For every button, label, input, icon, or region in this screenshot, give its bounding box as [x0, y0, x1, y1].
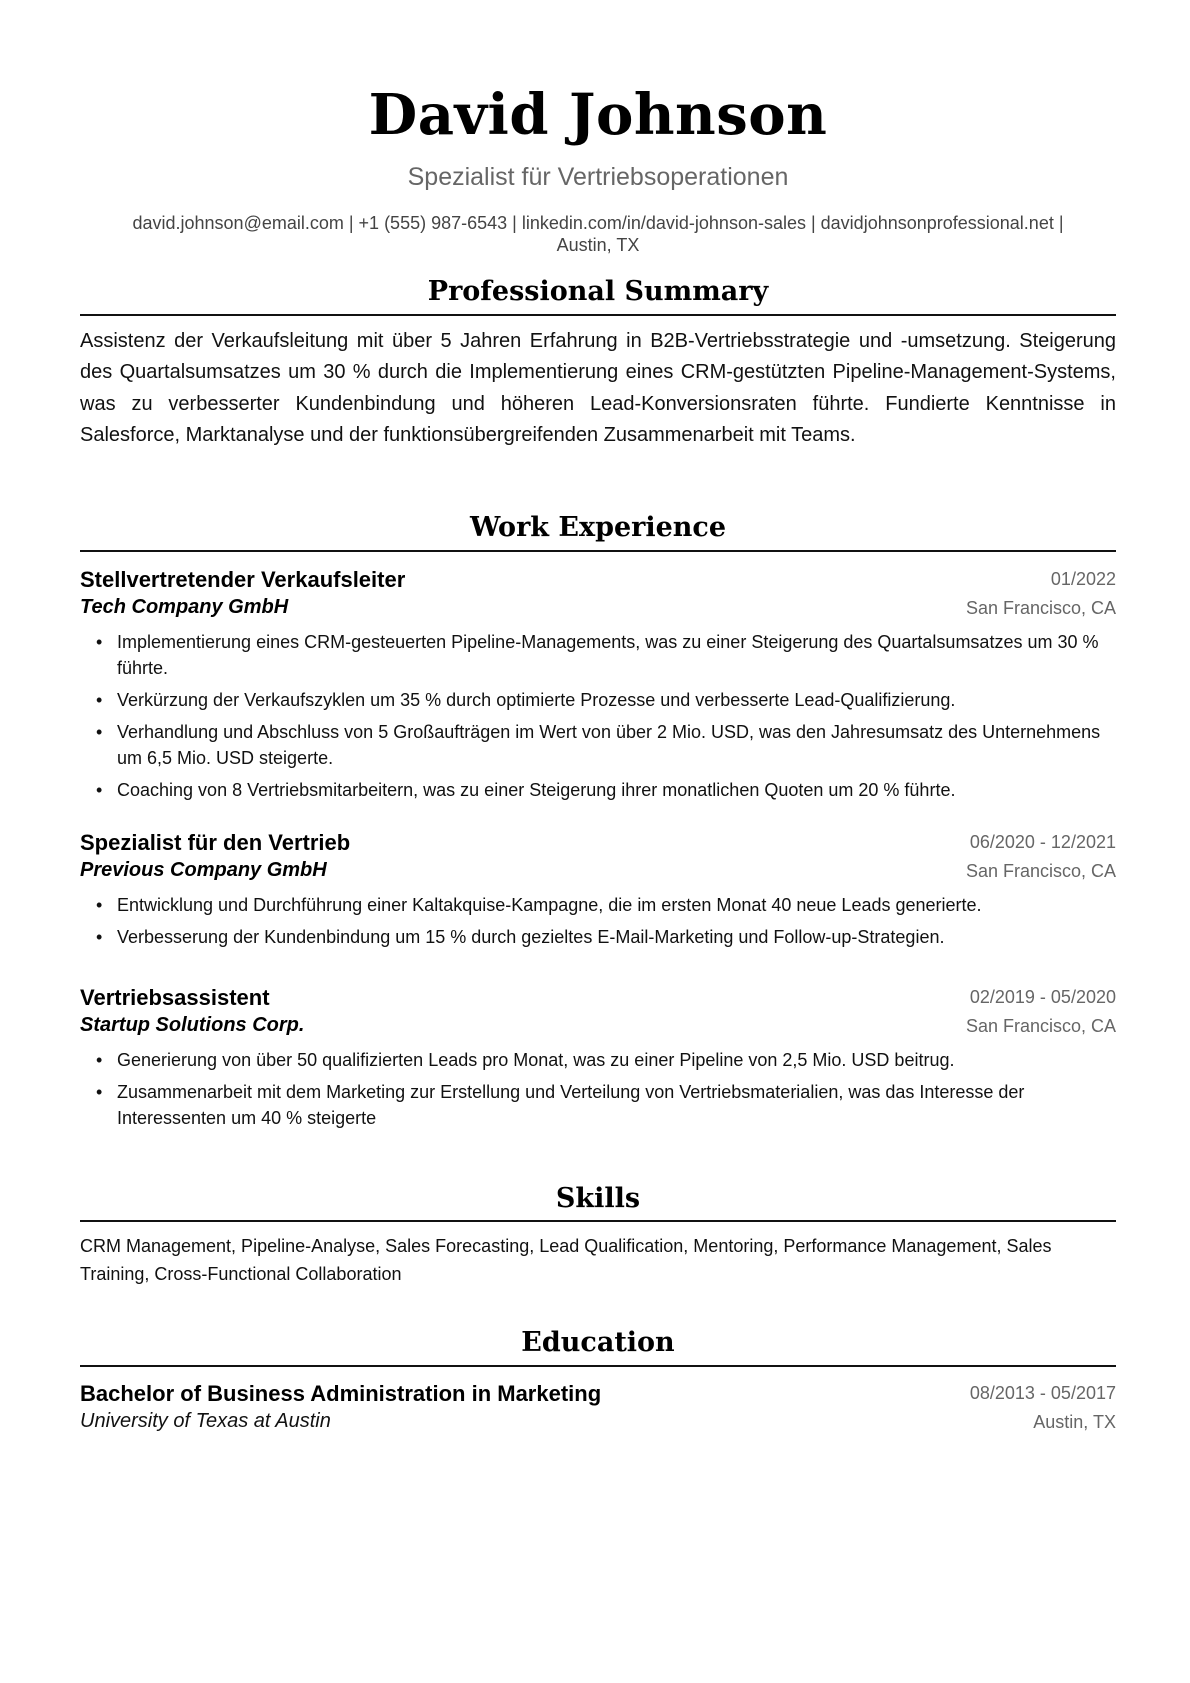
education-date: 08/2013 - 05/2017 [969, 1383, 1116, 1403]
education-location: Austin, TX [1033, 1412, 1116, 1432]
skills-heading: Skills [555, 1183, 641, 1214]
job-bullets [80, 892, 1116, 956]
bullet-item: • Generierung von über 50 qualifizierten Leads pro Monat, was zu einer Pipeline von 2,5 Mio. USD beitrug. [80, 1047, 1116, 1073]
job-bullets [80, 1047, 1116, 1137]
bullet-item: • Coaching von 8 Vertriebsmitarbeitern, was zu einer Steigerung ihrer monatlichen Quoten um 20 % führte. [80, 777, 1116, 803]
skills-divider [80, 1220, 1116, 1222]
job-company: Previous Company GmbH [80, 859, 327, 881]
job-date: 01/2022 [1050, 569, 1116, 589]
bullet-item: • Verkürzung der Verkaufszyklen um 35 % durch optimierte Prozesse und verbesserte Lead-Qualifizierung. [80, 687, 1116, 713]
job-bullets [80, 629, 1116, 809]
job-date: 02/2019 - 05/2020 [969, 987, 1116, 1007]
job-company: Startup Solutions Corp. [80, 1014, 305, 1036]
contact-line-2: Austin, TX [556, 235, 640, 255]
summary-heading: Professional Summary [427, 276, 769, 307]
skills-text: CRM Management, Pipeline-Analyse, Sales Forecasting, Lead Qualification, Mentoring, Performance Management, Sales Training, Cross-Functional Collaboration [80, 1236, 1052, 1284]
candidate-name: David Johnson [368, 82, 828, 148]
bullet-item: • Verhandlung und Abschluss von 5 Großaufträgen im Wert von über 2 Mio. USD, was den Jahresumsatz des Unternehmens um 6,5 Mio. USD steigerte. [80, 719, 1116, 771]
job-company: Tech Company GmbH [80, 596, 289, 618]
candidate-title: Spezialist für Vertriebsoperationen [407, 163, 789, 191]
job-date: 06/2020 - 12/2021 [969, 832, 1116, 852]
education-degree: Bachelor of Business Administration in Marketing [80, 1381, 602, 1406]
job-location: San Francisco, CA [965, 861, 1116, 881]
summary-text: Assistenz der Verkaufsleitung mit über 5 Jahren Erfahrung in B2B-Vertriebsstrategie und -umsetzung. Steigerung des Quartalsumsatzes um 30 % durch die Implementierung eines CRM-gestützten Pipeline-Management-Systems, was zu verbesserter Kundenbindung und höheren Lead-Konversionsraten führte. Fundierte Kenntnisse in Salesforce, Marktanalyse und der funktionsübergreifenden Zusammenarbeit mit Teams. [80, 330, 1116, 446]
education-school: University of Texas at Austin [80, 1410, 331, 1432]
bullet-item: • Entwicklung und Durchführung einer Kaltakquise-Kampagne, die im ersten Monat 40 neue Leads generierte. [80, 892, 1116, 918]
bullet-item: • Implementierung eines CRM-gesteuerten Pipeline-Managements, was zu einer Steigerung des Quartalsumsatzes um 30 % führte. [80, 629, 1116, 681]
contact-info [80, 212, 1116, 256]
resume-page [80, 0, 1116, 1683]
job-location: San Francisco, CA [965, 1016, 1116, 1036]
contact-line-1: david.johnson@email.com | +1 (555) 987-6543 | linkedin.com/in/david-johnson-sales | davidjohnsonprofessional.net | [132, 213, 1064, 233]
experience-heading: Work Experience [469, 512, 727, 543]
education-divider [80, 1365, 1116, 1367]
job-location: San Francisco, CA [965, 598, 1116, 618]
job-title: Vertriebsassistent [80, 985, 270, 1010]
bullet-item: • Zusammenarbeit mit dem Marketing zur Erstellung und Verteilung von Vertriebsmaterialien, was das Interesse der Interessenten um 40 % steigerte [80, 1079, 1116, 1131]
job-title: Stellvertretender Verkaufsleiter [80, 567, 406, 592]
bullet-item: • Verbesserung der Kundenbindung um 15 % durch gezieltes E-Mail-Marketing und Follow-up-Strategien. [80, 924, 1116, 950]
summary-divider [80, 314, 1116, 316]
experience-divider [80, 550, 1116, 552]
job-title: Spezialist für den Vertrieb [80, 830, 351, 855]
education-heading: Education [521, 1327, 675, 1358]
